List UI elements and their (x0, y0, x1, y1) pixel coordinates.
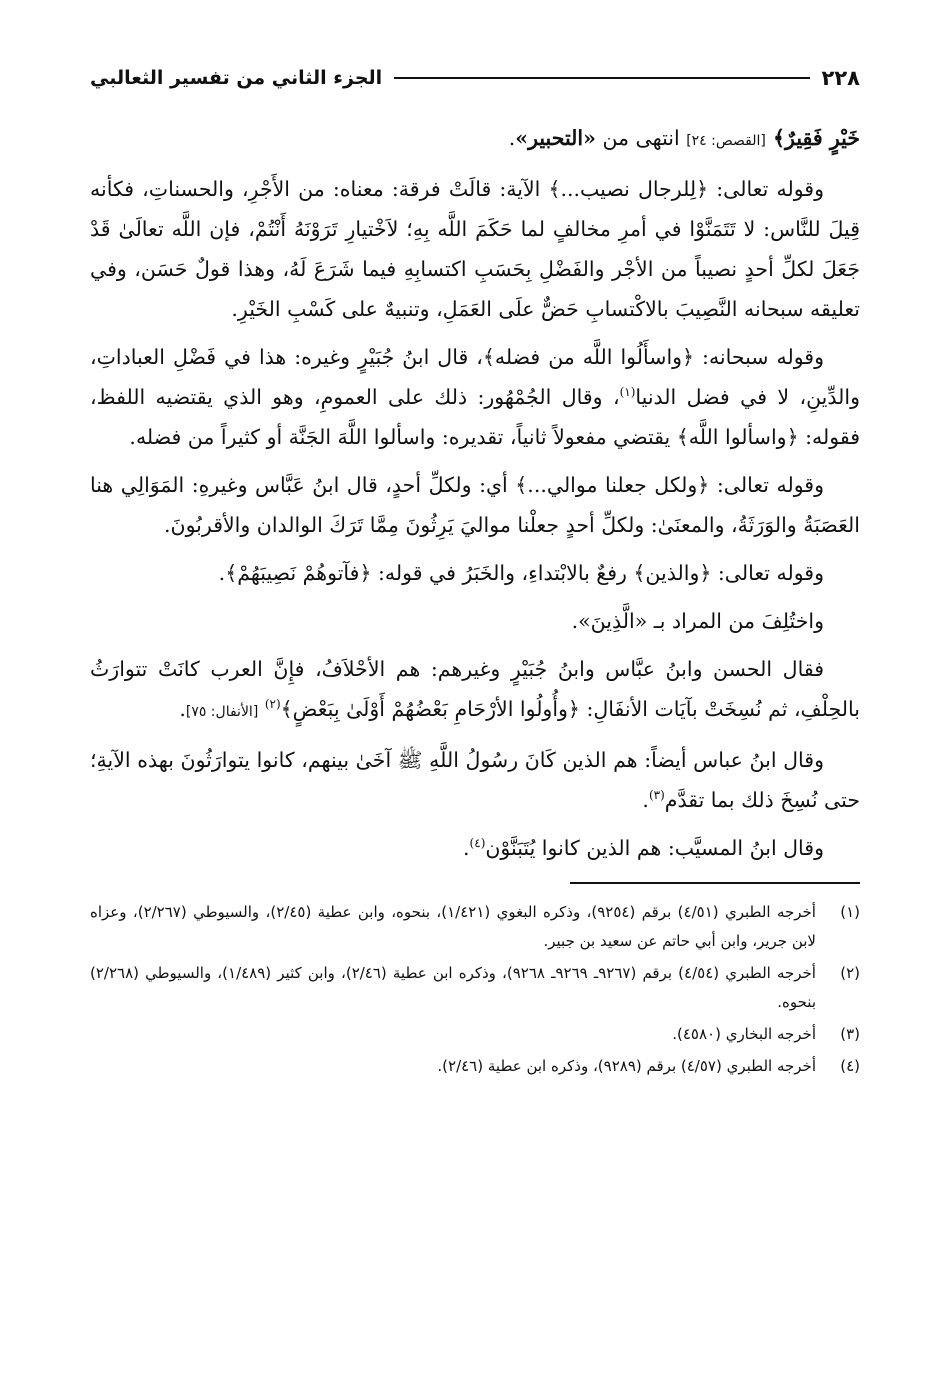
footnote-number: (١) (840, 903, 860, 921)
text-run: انتهى من (595, 126, 687, 150)
footnote-number: (٤) (840, 1057, 860, 1075)
header-rule (394, 77, 809, 79)
text-run: وقوله تعالى: ﴿ولكل جعلنا موالي...﴾ أي: ولكلِّ أحدٍ، قال ابنُ عَبَّاس وغيرهِ: المَوَالِي هنا العَصَبَةُ والوَرَثَةُ، والمعنَىٰ: ولكلِّ أحدٍ جعلْنا مواليَ يَرِثُونَ مِمَّا تَرَكَ الوالدان والأقربُونَ. (90, 473, 860, 537)
text-run: . (508, 126, 516, 150)
footnote-marker: (٣) (648, 788, 665, 803)
paragraph (90, 553, 860, 593)
text-run: . (463, 836, 470, 860)
paragraph (90, 601, 860, 641)
footnote-marker: (٢) (264, 697, 281, 712)
bold-phrase: «التحبير» (515, 126, 596, 150)
footnote-number: (٢) (840, 964, 860, 982)
paragraph (90, 465, 860, 545)
footnote-marker: (٤) (469, 836, 486, 851)
footnote (90, 959, 860, 1017)
running-header (90, 60, 860, 96)
text-run: . (642, 788, 649, 812)
text-run: . (179, 697, 186, 721)
footnote-text: أخرجه الطبري (٤/٥٤) برقم (٩٢٦٧ـ ٩٢٦٩ـ ٩٢٦٨)، وذكره ابن عطية (٢/٤٦)، وابن كثير (١/٤٨٩)، والسيوطي (٢/٢٦٨) بنحوه. (90, 964, 816, 1011)
body-text (90, 118, 860, 868)
footnote (90, 1020, 860, 1049)
text-run: وقوله سبحانه: ﴿واسأَلُوا اللَّه من فضله﴾، قال ابنُ جُبَيْرٍ وغيره: هذا في فَضْلِ العباداتِ، والدِّينِ، لا في فضل الدنيا (90, 345, 860, 409)
footnotes (90, 898, 860, 1081)
paragraph (90, 118, 860, 161)
footnote-text: أخرجه البخاري (٤٥٨٠). (672, 1025, 816, 1043)
footnote-marker: (١) (619, 385, 636, 400)
text-run: وقال ابنُ عباس أيضاً: هم الذين كَانَ رسُولُ اللَّهِ ﷺ آخَىٰ بينهم، كانوا يتوارَثُونَ بهذه الآيةِ؛ حتى نُسِخَ ذلك بما تقدَّم (90, 748, 860, 812)
bold-phrase: خَيْرٍ فَقِيرٌ﴾ (765, 126, 860, 150)
page-number: ٢٢٨ (821, 66, 860, 90)
text-run: وقال ابنُ المسيَّب: هم الذين كانوا يُتَبَنَّوْن (485, 836, 824, 860)
text-run: وقوله تعالى: ﴿والذين﴾ رفعٌ بالابْتداءِ، والخَبَرُ في قوله: ﴿فآتوهُمْ نَصِيبَهُمْ﴾. (218, 561, 824, 585)
paragraph (90, 337, 860, 457)
footnote (90, 1052, 860, 1081)
footnote-number: (٣) (840, 1025, 860, 1043)
paragraph (90, 740, 860, 820)
verse-reference: [القصص: ٢٤] (686, 133, 766, 149)
verse-reference: [الأنفال: ٧٥] (185, 704, 259, 720)
text-run: وقوله تعالى: ﴿لِلرجال نصيب...﴾ الآية: قالَتْ فرقة: معناه: من الأَجْرِ، والحسناتِ، فكأنه قِيلَ للنَّاس: لا تَتَمَنَّوْا في أمرِ مخالفٍ لما حَكَمَ اللَّه بِهِ؛ لاَخْتيارِ تَرَوْنَهُ أَنْتُمْ، فإن اللَّه تعالَىٰ قَدْ جَعَلَ لكلِّ أحدٍ نصيباً من الأجْر والفَضْلِ بِحَسَبِ اكتسابِهِ فيما شَرَعَ لَهُ، وهذا قولٌ حَسَن، وفي تعليقه سبحانه النَّصِيبَ بالاكْتسابِ حَضٌّ علَى العَمَلِ، وتنبيهٌ على كَسْبِ الخَيْرِ. (90, 177, 860, 321)
footnote (90, 898, 860, 956)
text-run: واختُلِفَ من المراد بـ «الَّذِينَ». (571, 609, 824, 633)
footnote-text: أخرجه الطبري (٤/٥٧) برقم (٩٢٨٩)، وذكره ابن عطية (٢/٤٦). (437, 1057, 816, 1075)
paragraph (90, 649, 860, 732)
footnote-text: أخرجه الطبري (٤/٥١) برقم (٩٢٥٤)، وذكره البغوي (١/٤٢١)، بنحوه، وابن عطية (٢/٤٥)، والسيوطي (٢/٢٦٧)، وعزاه لابن جرير، وابن أبي حاتم عن سعيد بن جبير. (90, 903, 816, 950)
paragraph (90, 828, 860, 868)
running-title: الجزء الثاني من تفسير الثعالبي (90, 67, 383, 89)
paragraph (90, 169, 860, 329)
text-run: ، وقال الجُمْهُور: ذلك على العمومِ، وهو الذي يقتضيه اللفظ، فقوله: ﴿واسألوا اللَّه﴾ يقتضي مفعولاً ثانياً، تقديره: واسألوا اللَّهَ الجَنَّة أو كثيراً من فضله. (90, 385, 860, 449)
text-run: فقال الحسن وابنُ عبَّاس وابنُ جُبَيْرٍ وغيرهم: هم الأحْلاَفُ، فإِنَّ العرب كانَتْ تتوارَثُ بالحِلْفِ، ثم نُسِخَتْ بآيَات الأنفَالِ: ﴿وأُولُوا الأرْحَامِ بَعْضُهُمْ أَوْلَىٰ بِبَعْضٍ﴾ (90, 657, 860, 721)
book-page (90, 60, 860, 1360)
footnote-separator (570, 882, 860, 884)
